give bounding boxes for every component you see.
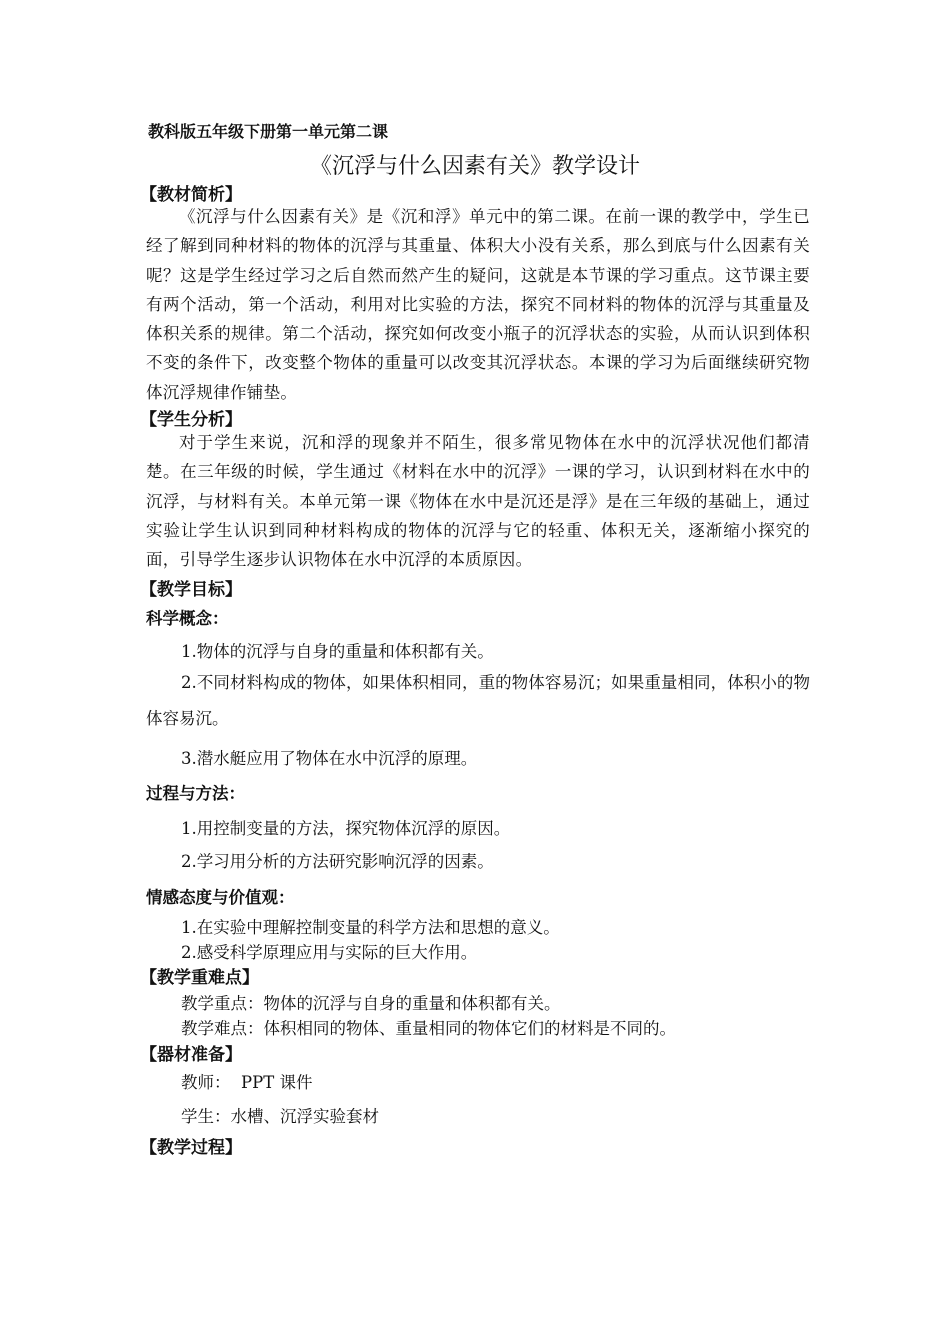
attitude-item-2: 2.感受科学原理应用与实际的巨大作用。 bbox=[181, 943, 478, 962]
concept-item-2: 2.不同材料构成的物体，如果体积相同，重的物体容易沉；如果重量相同，体积小的物体容易沉。 bbox=[146, 673, 810, 728]
process-item-2: 2.学习用分析的方法研究影响沉浮的因素。 bbox=[181, 852, 494, 871]
process-method-heading: 过程与方法： bbox=[146, 784, 245, 803]
page-title: 《沉浮与什么因素有关》教学设计 bbox=[309, 154, 640, 179]
textbook-analysis-heading: 【教材简析】 bbox=[140, 185, 242, 205]
attitude-heading: 情感态度与价值观： bbox=[146, 888, 295, 907]
concepts-heading: 科学概念： bbox=[146, 609, 229, 628]
concept-item-1: 1.物体的沉浮与自身的重量和体积都有关。 bbox=[181, 642, 494, 661]
teaching-focus: 教学重点：物体的沉浮与自身的重量和体积都有关。 bbox=[181, 994, 561, 1013]
attitude-item-1: 1.在实验中理解控制变量的科学方法和思想的意义。 bbox=[181, 918, 560, 937]
student-analysis-heading: 【学生分析】 bbox=[140, 410, 242, 430]
concept-item-3: 3.潜水艇应用了物体在水中沉浮的原理。 bbox=[181, 749, 478, 768]
student-materials: 学生：水槽、沉浮实验套材 bbox=[181, 1107, 379, 1126]
textbook-analysis-body: 《沉浮与什么因素有关》是《沉和浮》单元中的第二课。在前一课的教学中，学生已经了解到同种材料的物体的沉浮与其重量、体积大小没有关系，那么到底与什么因素有关呢？这是学生经过学习之后自然而然产生的疑问，这就是本节课的学习重点。这节课主要有两个活动，第一个活动，利用对比实验的方法，探究不同材料的物体的沉浮与其重量及体积关系的规律。第二个活动，探究如何改变小瓶子的沉浮状态的实验，从而认识到体积不变的条件下，改变整个物体的重量可以改变其沉浮状态。本课的学习为后面继续研究物体沉浮规律作铺垫。 bbox=[146, 207, 810, 402]
objectives-heading: 【教学目标】 bbox=[140, 580, 242, 600]
process-item-1: 1.用控制变量的方法，探究物体沉浮的原因。 bbox=[181, 819, 511, 838]
student-analysis-body: 对于学生来说，沉和浮的现象并不陌生，很多常见物体在水中的沉浮状况他们都清楚。在三年级的时候，学生通过《材料在水中的沉浮》一课的学习，认识到材料在水中的沉浮，与材料有关。本单元第一课《物体在水中是沉还是浮》是在三年级的基础上，通过实验让学生认识到同种材料构成的物体的沉浮与它的轻重、体积无关，逐渐缩小探究的面，引导学生逐步认识物体在水中沉浮的本质原因。 bbox=[146, 433, 810, 570]
course-info: 教科版五年级下册第一单元第二课 bbox=[148, 122, 389, 141]
teacher-materials: 教师： PPT 课件 bbox=[181, 1073, 313, 1092]
materials-heading: 【器材准备】 bbox=[140, 1045, 242, 1065]
teaching-difficulty: 教学难点：体积相同的物体、重量相同的物体它们的材料是不同的。 bbox=[181, 1019, 676, 1038]
key-points-heading: 【教学重难点】 bbox=[140, 968, 259, 988]
teaching-process-heading: 【教学过程】 bbox=[140, 1138, 242, 1158]
